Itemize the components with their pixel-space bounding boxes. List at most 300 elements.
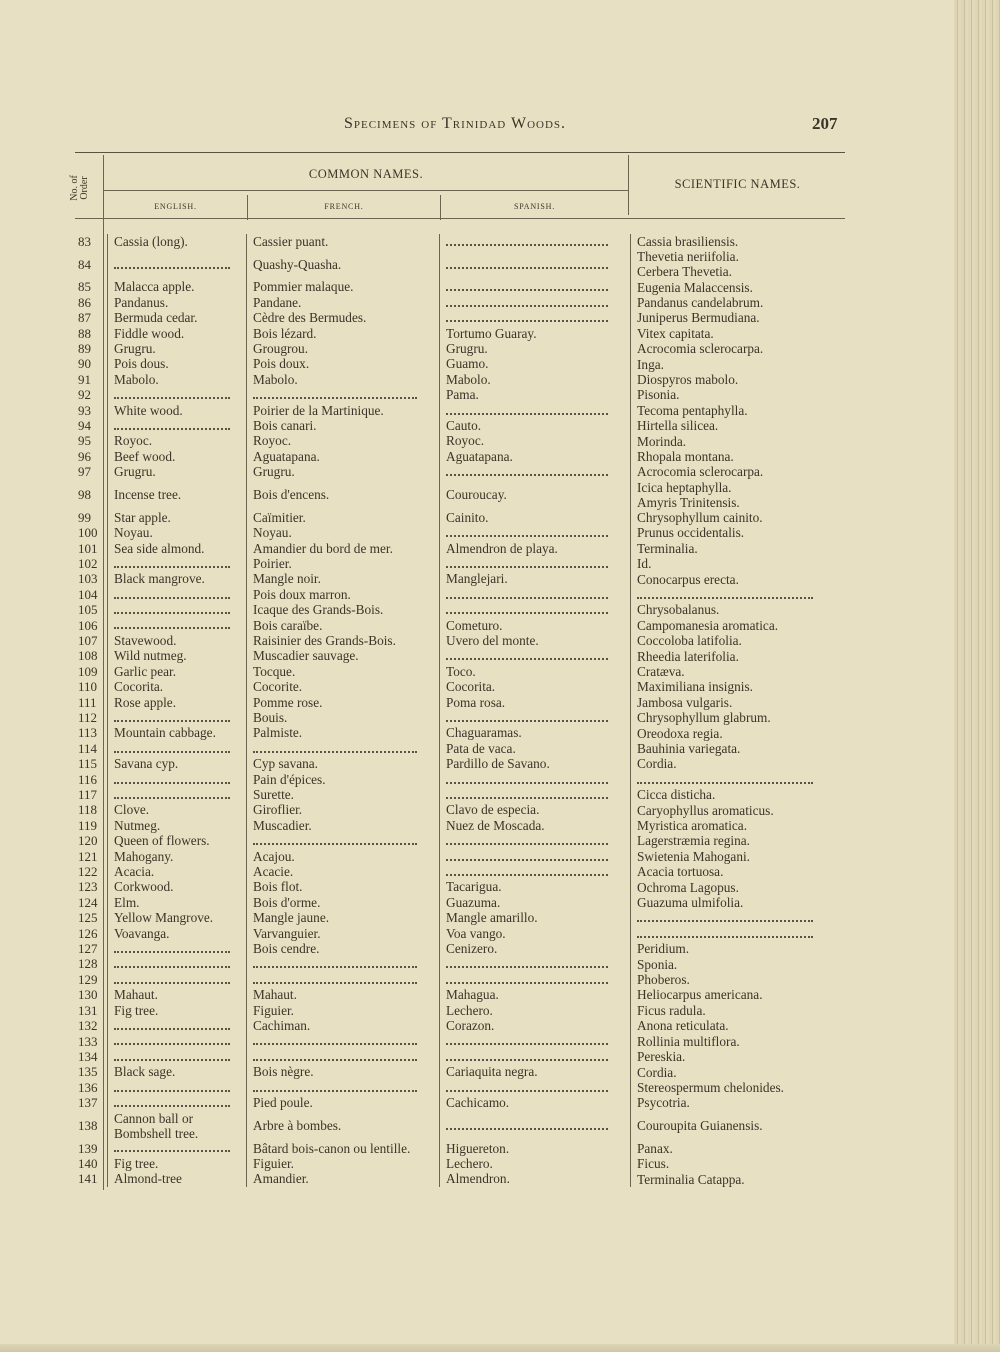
table-row <box>75 403 837 418</box>
french-name <box>247 956 440 971</box>
spanish-name: Toco. <box>440 664 631 679</box>
table-row <box>75 1003 837 1018</box>
english-name: White wood. <box>108 403 247 418</box>
scientific-name: Oreodoxa regia. <box>631 725 838 740</box>
french-name: Bois lézard. <box>247 326 440 341</box>
english-name <box>108 1034 247 1049</box>
english-name <box>108 741 247 756</box>
scientific-name: Ficus radula. <box>631 1003 838 1018</box>
spanish-name <box>440 849 631 864</box>
table-row <box>75 587 837 602</box>
spanish-name: Clavo de especia. <box>440 802 631 817</box>
scientific-name: Chrysophyllum cainito. <box>631 510 838 525</box>
english-name: Cassia (long). <box>108 234 247 249</box>
spanish-name: Almendron de playa. <box>440 541 631 556</box>
dot-leader <box>253 839 417 845</box>
order-number: 133 <box>78 1033 98 1049</box>
order-number: 98 <box>78 487 91 503</box>
dot-leader <box>114 393 230 399</box>
spanish-name: Couroucay. <box>440 480 631 510</box>
french-name: Pommier malaque. <box>247 279 440 294</box>
scientific-name: Lagerstræmia regina. <box>631 833 838 848</box>
dot-leader <box>114 1024 230 1030</box>
dot-leader <box>114 716 230 722</box>
table-row <box>75 787 837 802</box>
table-row <box>75 525 837 540</box>
dot-leader <box>637 932 813 938</box>
scientific-names-header: SCIENTIFIC NAMES. <box>674 177 801 191</box>
scientific-name: Pisonia. <box>631 387 838 402</box>
order-number: 102 <box>78 555 98 571</box>
spanish-name: Uvero del monte. <box>440 633 631 648</box>
scientific-name: Couroupita Guianensis. <box>631 1111 838 1141</box>
table-row <box>75 926 837 941</box>
table-row <box>75 1034 837 1049</box>
order-number: 123 <box>78 879 98 895</box>
english-name: Acacia. <box>108 864 247 879</box>
dot-leader <box>114 962 230 968</box>
common-names-header: COMMON NAMES. <box>308 167 424 181</box>
english-name <box>108 710 247 725</box>
scientific-name: Guazuma ulmifolia. <box>631 895 838 910</box>
french-name: Figuier. <box>247 1156 440 1171</box>
top-rule <box>75 152 845 153</box>
english-name: Pandanus. <box>108 295 247 310</box>
dot-leader <box>446 316 608 322</box>
table-row <box>75 1080 837 1095</box>
english-name: Royoc. <box>108 433 247 448</box>
scientific-name: Morinda. <box>631 433 838 448</box>
scientific-name: Cratæva. <box>631 664 838 679</box>
french-name <box>247 1080 440 1095</box>
english-name <box>108 249 247 279</box>
english-name <box>108 1141 247 1156</box>
french-name: Bâtard bois-canon ou lentille. <box>247 1141 440 1156</box>
table-row <box>75 972 837 987</box>
table-row <box>75 295 837 310</box>
french-name: Icaque des Grands-Bois. <box>247 602 440 617</box>
table-row <box>75 802 837 817</box>
dot-leader <box>253 1086 417 1092</box>
dot-leader <box>637 778 813 784</box>
table-row <box>75 372 837 387</box>
english-name: Elm. <box>108 895 247 910</box>
table-row <box>75 618 837 633</box>
order-number: 114 <box>78 740 98 756</box>
spanish-name <box>440 556 631 571</box>
order-number: 110 <box>78 679 98 695</box>
order-number: 137 <box>78 1095 98 1111</box>
woods-table <box>75 234 837 1187</box>
dot-leader <box>446 654 608 660</box>
spanish-name <box>440 972 631 987</box>
scientific-name: Jambosa vulgaris. <box>631 695 838 710</box>
spanish-header: SPANISH. <box>513 202 555 211</box>
spanish-name <box>440 833 631 848</box>
table-row <box>75 341 837 356</box>
french-name <box>247 1049 440 1064</box>
french-name <box>247 972 440 987</box>
dot-leader <box>114 623 230 629</box>
table-row <box>75 1141 837 1156</box>
order-number: 118 <box>78 802 98 818</box>
scientific-name: Heliocarpus americana. <box>631 987 838 1002</box>
scientific-name: Rheedia laterifolia. <box>631 648 838 663</box>
english-name <box>108 587 247 602</box>
french-name <box>247 833 440 848</box>
table-row <box>75 449 837 464</box>
spanish-name: Guazuma. <box>440 895 631 910</box>
divider <box>104 190 628 191</box>
english-name: Mahogany. <box>108 849 247 864</box>
dot-leader <box>446 716 608 722</box>
english-name <box>108 1080 247 1095</box>
table-row <box>75 1064 837 1079</box>
french-name: Cassier puant. <box>247 234 440 249</box>
table-row <box>75 1049 837 1064</box>
scientific-name: Diospyros mabolo. <box>631 372 838 387</box>
english-name: Garlic pear. <box>108 664 247 679</box>
english-name: Malacca apple. <box>108 279 247 294</box>
table-row <box>75 356 837 371</box>
order-number: 129 <box>78 971 98 987</box>
table-row <box>75 326 837 341</box>
dot-leader <box>446 608 608 614</box>
english-name: Mahaut. <box>108 987 247 1002</box>
dot-leader <box>114 263 230 269</box>
dot-leader <box>446 978 608 984</box>
dot-leader <box>114 778 230 784</box>
table-row <box>75 1111 837 1141</box>
table-row <box>75 1171 837 1186</box>
table-row <box>75 1095 837 1110</box>
english-name: Yellow Mangrove. <box>108 910 247 925</box>
scientific-name: Rhopala montana. <box>631 449 838 464</box>
order-number: 122 <box>78 864 98 880</box>
scientific-name: Prunus occidentalis. <box>631 525 838 540</box>
spanish-name: Royoc. <box>440 433 631 448</box>
table-row <box>75 695 837 710</box>
spanish-name: Almendron. <box>440 1171 631 1186</box>
scientific-name <box>631 772 838 787</box>
scientific-name: Pandanus candelabrum. <box>631 295 838 310</box>
scientific-name: Swietenia Mahogani. <box>631 849 838 864</box>
table-row <box>75 710 837 725</box>
table-row <box>75 541 837 556</box>
dot-leader <box>446 409 608 415</box>
spanish-name: Tortumo Guaray. <box>440 326 631 341</box>
order-number-header: No. of Order <box>69 175 90 201</box>
spanish-name: Tacarigua. <box>440 879 631 894</box>
order-number: 135 <box>78 1064 98 1080</box>
order-number: 90 <box>78 356 91 372</box>
dot-leader <box>446 263 608 269</box>
french-name: Cocorite. <box>247 679 440 694</box>
scientific-name: Cicca disticha. <box>631 787 838 802</box>
dot-leader <box>446 962 608 968</box>
scientific-name: Acrocomia sclerocarpa. <box>631 464 838 479</box>
dot-leader <box>446 778 608 784</box>
scientific-name: Icica heptaphylla. Amyris Trinitensis. <box>631 480 838 510</box>
order-number: 87 <box>78 310 91 326</box>
dot-leader <box>446 562 608 568</box>
spanish-name: Cainito. <box>440 510 631 525</box>
french-name: Mangle noir. <box>247 571 440 586</box>
spanish-name <box>440 234 631 249</box>
order-number: 105 <box>78 602 98 618</box>
table-row <box>75 741 837 756</box>
spanish-name: Cenizero. <box>440 941 631 956</box>
french-name: Pain d'épices. <box>247 772 440 787</box>
order-number: 88 <box>78 325 91 341</box>
french-name: Pomme rose. <box>247 695 440 710</box>
table-row <box>75 480 837 510</box>
english-name: Cannon ball or Bombshell tree. <box>108 1111 247 1141</box>
order-number: 89 <box>78 341 91 357</box>
spanish-name: Mabolo. <box>440 372 631 387</box>
table-row <box>75 556 837 571</box>
english-name: Nutmeg. <box>108 818 247 833</box>
french-name: Cyp savana. <box>247 756 440 771</box>
french-name: Bois caraïbe. <box>247 618 440 633</box>
scientific-name: Pereskia. <box>631 1049 838 1064</box>
french-name: Caïmitier. <box>247 510 440 525</box>
spanish-name: Nuez de Moscada. <box>440 818 631 833</box>
order-number: 120 <box>78 833 98 849</box>
english-name: Wild nutmeg. <box>108 648 247 663</box>
dot-leader <box>114 1101 230 1107</box>
french-name: Grugru. <box>247 464 440 479</box>
scientific-name: Phoberos. <box>631 972 838 987</box>
scientific-name: Juniperus Bermudiana. <box>631 310 838 325</box>
spanish-name: Cachicamo. <box>440 1095 631 1110</box>
spanish-name <box>440 602 631 617</box>
english-name: Star apple. <box>108 510 247 525</box>
english-name <box>108 556 247 571</box>
english-name: Clove. <box>108 802 247 817</box>
table-row <box>75 895 837 910</box>
dot-leader <box>446 793 608 799</box>
spanish-name: Lechero. <box>440 1003 631 1018</box>
french-header: FRENCH. <box>324 202 364 211</box>
english-name: Sea side almond. <box>108 541 247 556</box>
order-number: 83 <box>78 234 91 249</box>
divider <box>628 155 629 215</box>
english-name: Fiddle wood. <box>108 326 247 341</box>
spanish-name: Higuereton. <box>440 1141 631 1156</box>
table-row <box>75 725 837 740</box>
dot-leader <box>637 916 813 922</box>
english-name: Pois dous. <box>108 356 247 371</box>
french-name: Tocque. <box>247 664 440 679</box>
french-name: Muscadier. <box>247 818 440 833</box>
table-row <box>75 664 837 679</box>
dot-leader <box>114 978 230 984</box>
table-row <box>75 818 837 833</box>
spanish-name <box>440 1111 631 1141</box>
table-row <box>75 571 837 586</box>
english-name <box>108 387 247 402</box>
spanish-name: Manglejari. <box>440 571 631 586</box>
spanish-name <box>440 279 631 294</box>
english-name <box>108 956 247 971</box>
dot-leader <box>446 470 608 476</box>
french-name: Pandane. <box>247 295 440 310</box>
french-name: Acajou. <box>247 849 440 864</box>
english-name: Cocorita. <box>108 679 247 694</box>
english-name <box>108 618 247 633</box>
table-row <box>75 1018 837 1033</box>
dot-leader <box>253 962 417 968</box>
spanish-name: Cocorita. <box>440 679 631 694</box>
french-name: Mahaut. <box>247 987 440 1002</box>
dot-leader <box>446 1039 608 1045</box>
scientific-name: Id. <box>631 556 838 571</box>
page-stack-edge <box>954 0 1000 1352</box>
dot-leader <box>446 870 608 876</box>
scientific-name: Bauhinia variegata. <box>631 741 838 756</box>
scientific-name: Stereospermum chelonides. <box>631 1080 838 1095</box>
spanish-name <box>440 295 631 310</box>
dot-leader <box>114 747 230 753</box>
order-number: 140 <box>78 1155 98 1171</box>
order-number: 106 <box>78 617 98 633</box>
english-name: Fig tree. <box>108 1156 247 1171</box>
english-name <box>108 1018 247 1033</box>
dot-leader <box>114 562 230 568</box>
scientific-name: Terminalia Catappa. <box>631 1171 838 1186</box>
scientific-name: Maximiliana insignis. <box>631 679 838 694</box>
spanish-name <box>440 648 631 663</box>
order-number: 138 <box>78 1118 98 1134</box>
table-row <box>75 849 837 864</box>
dot-leader <box>446 285 608 291</box>
order-number: 112 <box>78 709 98 725</box>
french-name: Figuier. <box>247 1003 440 1018</box>
spanish-name <box>440 710 631 725</box>
french-name: Bois canari. <box>247 418 440 433</box>
dot-leader <box>446 855 608 861</box>
english-name: Mabolo. <box>108 372 247 387</box>
spanish-name <box>440 1080 631 1095</box>
french-name: Pois doux. <box>247 356 440 371</box>
table-row <box>75 956 837 971</box>
order-number: 95 <box>78 433 91 449</box>
french-name: Raisinier des Grands-Bois. <box>247 633 440 648</box>
dot-leader <box>253 747 417 753</box>
french-name: Quashy-Quasha. <box>247 249 440 279</box>
table-row <box>75 910 837 925</box>
french-name: Poirier. <box>247 556 440 571</box>
spanish-name: Pama. <box>440 387 631 402</box>
page-number: 207 <box>812 114 838 133</box>
scientific-name: Ochroma Lagopus. <box>631 879 838 894</box>
scientific-name: Cassia brasiliensis. <box>631 234 838 249</box>
order-number: 104 <box>78 586 98 602</box>
table-row <box>75 941 837 956</box>
english-name: Noyau. <box>108 525 247 540</box>
english-name: Mountain cabbage. <box>108 725 247 740</box>
french-name: Royoc. <box>247 433 440 448</box>
table-row <box>75 879 837 894</box>
scientific-name: Chrysophyllum glabrum. <box>631 710 838 725</box>
french-name: Bois d'orme. <box>247 895 440 910</box>
dot-leader <box>253 978 417 984</box>
table-row <box>75 756 837 771</box>
english-name: Incense tree. <box>108 480 247 510</box>
french-name: Bouis. <box>247 710 440 725</box>
order-number: 130 <box>78 987 98 1003</box>
spanish-name <box>440 1034 631 1049</box>
french-name: Grougrou. <box>247 341 440 356</box>
french-name: Giroflier. <box>247 802 440 817</box>
table-row <box>75 387 837 402</box>
scientific-name: Caryophyllus aromaticus. <box>631 802 838 817</box>
order-number: 94 <box>78 418 91 434</box>
table-row <box>75 433 837 448</box>
french-name: Poirier de la Martinique. <box>247 403 440 418</box>
spanish-name <box>440 956 631 971</box>
order-number: 111 <box>78 694 97 710</box>
spanish-name: Voa vango. <box>440 926 631 941</box>
french-name: Mabolo. <box>247 372 440 387</box>
english-name: Beef wood. <box>108 449 247 464</box>
english-name: Voavanga. <box>108 926 247 941</box>
order-number: 93 <box>78 402 91 418</box>
scientific-name: Hirtella silicea. <box>631 418 838 433</box>
spanish-name: Cometuro. <box>440 618 631 633</box>
scientific-name <box>631 910 838 925</box>
english-header: ENGLISH. <box>154 202 197 211</box>
french-name: Muscadier sauvage. <box>247 648 440 663</box>
spanish-name: Guamo. <box>440 356 631 371</box>
order-number: 121 <box>78 848 98 864</box>
english-name: Bermuda cedar. <box>108 310 247 325</box>
scientific-name: Peridium. <box>631 941 838 956</box>
english-name <box>108 602 247 617</box>
french-name: Pied poule. <box>247 1095 440 1110</box>
dot-leader <box>446 1124 608 1130</box>
order-number: 132 <box>78 1018 98 1034</box>
english-name <box>108 972 247 987</box>
english-name <box>108 418 247 433</box>
order-number: 115 <box>78 756 98 772</box>
scientific-name: Acrocomia sclerocarpa. <box>631 341 838 356</box>
order-number: 128 <box>78 956 98 972</box>
order-number: 84 <box>78 256 91 272</box>
dot-leader <box>114 1086 230 1092</box>
dot-leader <box>253 1039 417 1045</box>
order-number: 136 <box>78 1079 98 1095</box>
scientific-name: Thevetia neriifolia. Cerbera Thevetia. <box>631 249 838 279</box>
dot-leader <box>114 608 230 614</box>
dot-leader <box>446 839 608 845</box>
french-name: Mangle jaune. <box>247 910 440 925</box>
french-name: Cachiman. <box>247 1018 440 1033</box>
header-bottom-rule <box>75 218 845 219</box>
scientific-name: Sponia. <box>631 956 838 971</box>
dot-leader <box>114 593 230 599</box>
spanish-name: Grugru. <box>440 341 631 356</box>
spanish-name: Lechero. <box>440 1156 631 1171</box>
spanish-name: Pata de vaca. <box>440 741 631 756</box>
dot-leader <box>446 593 608 599</box>
order-number: 127 <box>78 941 98 957</box>
order-number: 108 <box>78 648 98 664</box>
french-name: Varvanguier. <box>247 926 440 941</box>
spanish-name: Cariaquita negra. <box>440 1064 631 1079</box>
french-name: Arbre à bombes. <box>247 1111 440 1141</box>
